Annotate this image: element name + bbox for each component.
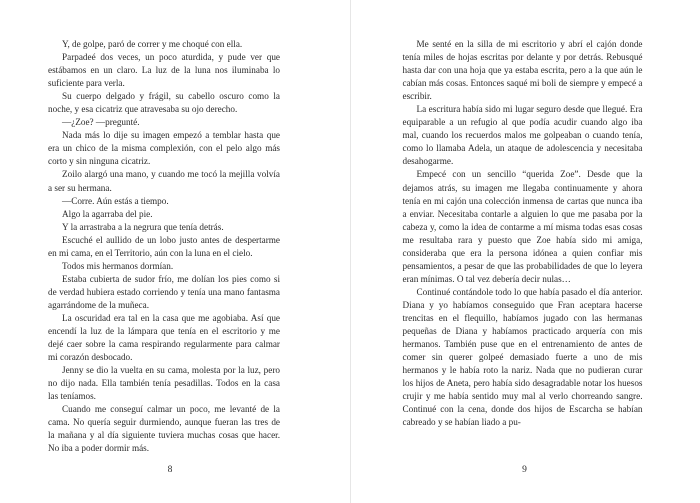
paragraph: Me senté en la silla de mi escritorio y abrí el cajón donde tenía miles de hojas escritas por delante y por detrás. Rebusqué hasta dar con una hoja que ya estaba escrita, pero a la que aún le cabían más cosas. Entonces saqué mi boli de siempre y empecé a escribir. — [402, 39, 643, 102]
right-page-text — [403, 38, 643, 429]
paragraph: —¿Zoe? —pregunté. — [62, 117, 140, 128]
paragraph: Parpadeé dos veces, un poco aturdida, y pude ver que estábamos en un claro. La luz de la luna nos iluminaba lo suficiente para verla. — [48, 52, 280, 89]
paragraph: Todos mis hermanos dormían. — [62, 260, 174, 271]
paragraph: Algo la agarraba del pie. — [62, 208, 153, 219]
paragraph: Nada más lo dije su imagen empezó a temblar hasta que era un chico de la misma complexión, con el pelo algo más corto y sin ninguna cicatriz. — [48, 130, 280, 167]
paragraph: La escritura había sido mi lugar seguro desde que llegué. Era equiparable a un refugio al que podía acudir cuando algo iba mal, cuando los recuerdos malos me golpeaban o cuando tenía, como lo llamaba Adela, un ataque de adolescencia y necesitaba desahogarme. — [402, 104, 643, 167]
paragraph: La oscuridad era tal en la casa que me agobiaba. Así que encendí la luz de la lámpara que tenía en el escritorio y me dejé caer sobre la cama respirando regularmente para calmar mi corazón desbocado. — [48, 312, 280, 363]
right-page — [351, 0, 700, 503]
paragraph: Su cuerpo delgado y frágil, su cabello oscuro como la noche, y esa cicatriz que atravesaba su ojo derecho. — [48, 91, 280, 115]
paragraph: Jenny se dio la vuelta en su cama, molesta por la luz, pero no dijo nada. Ella también tenía pesadillas. Todos en la casa las teníamos. — [48, 365, 280, 402]
paragraph: Estaba cubierta de sudor frío, me dolían los pies como si de verdad hubiera estado corriendo y tenía una mano fantasma agarrándome de la muñeca. — [48, 273, 280, 310]
left-page-text — [48, 38, 280, 456]
paragraph: Zoilo alargó una mano, y cuando me tocó la mejilla volvía a ser su hermana. — [48, 169, 280, 193]
paragraph: Continué contándole todo lo que había pasado el día anterior. Diana y yo habíamos conseguido que Fran aceptara hacerse trencitas en el flequillo, habíamos jugado con las hermanas pequeñas de Diana y habíamos practicado arquería con mis hermanos. También puse que en el entrenamiento de antes de comer sin querer golpeé demasiado fuerte a uno de mis hermanos y le había roto la nariz. Nada que no pudieran curar los hijos de Aneta, pero había sido desagradable notar los huesos crujir y me había sentido muy mal al verlo chorreando sangre. Continué con la cena, donde dos hijos de Escarcha se habían cabreado y se habían liado a pu- — [402, 286, 643, 428]
paragraph: Escuché el aullido de un lobo justo antes de despertarme en mi cama, en el Territorio, aún con la luna en el cielo. — [48, 234, 280, 258]
paragraph: Y, de golpe, paró de correr y me choqué con ella. — [62, 39, 243, 49]
paragraph: Y la arrastraba a la negrura que tenía detrás. — [62, 221, 224, 232]
page-number: 9 — [522, 465, 527, 475]
page-number: 8 — [167, 465, 173, 475]
paragraph: Empecé con un sencillo “querida Zoe”. Desde que la dejamos atrás, su imagen me llegaba continuamente y ahora tenía en mi cajón una colección inmensa de cartas que nunca iba a enviar. Necesitaba contarle a alguien lo que me pasaba por la cabeza y, como la idea de contarme a mí misma todas esas cosas me resultaba rara y puesto que Zoe había sido mi amiga, consideraba que era la persona idónea a quien confiar mis pensamientos, a pesar de que las probabilidades de que lo leyera eran mínimas. O tal vez debería decir nulas… — [402, 169, 643, 284]
paragraph: Cuando me conseguí calmar un poco, me levanté de la cama. No quería seguir durmiendo, aunque fueran las tres de la mañana y al día siguiente tuviera muchas cosas que hacer. No iba a poder dormir más. — [48, 404, 280, 454]
paragraph: —Corre. Aún estás a tiempo. — [62, 195, 169, 206]
